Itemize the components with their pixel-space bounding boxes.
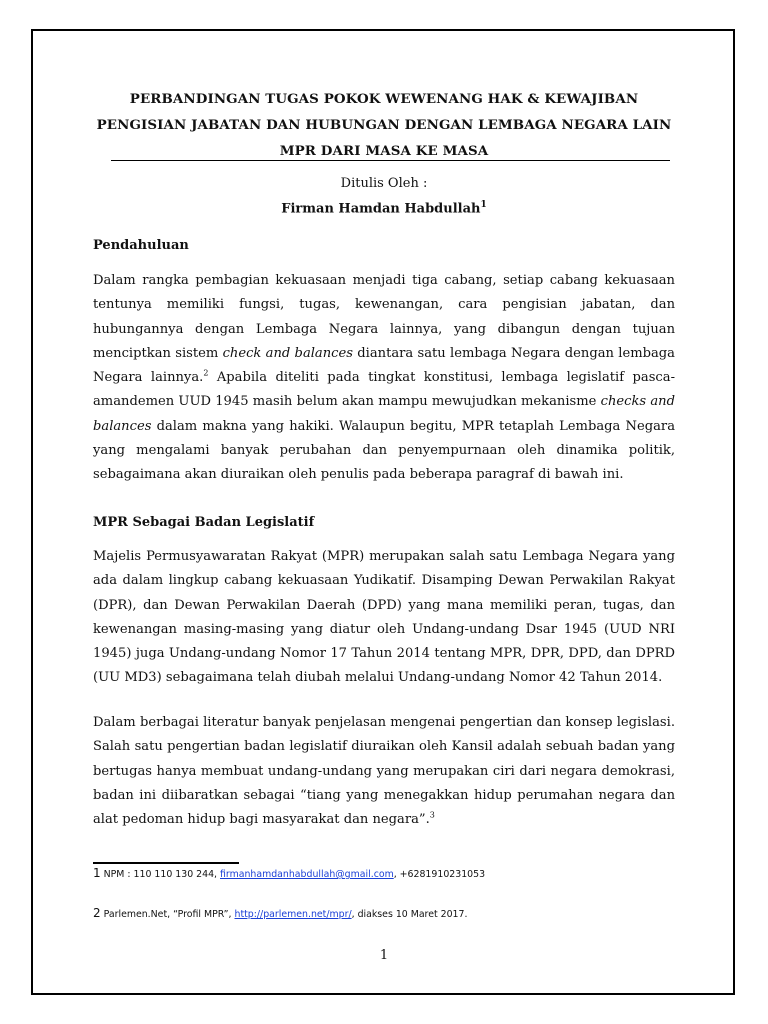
title-line-3: MPR DARI MASA KE MASA (279, 143, 489, 159)
footnote-2-pre: Parlemen.Net, “Profil MPR”, (103, 909, 235, 920)
title-line-1: PERBANDINGAN TUGAS POKOK WEWENANG HAK & KEWAJIBAN (129, 91, 639, 107)
author-name-text: Firman Hamdan Habdullah (281, 201, 481, 217)
footnote-ref-3: 3 (429, 810, 435, 820)
footnote-2-url-link[interactable]: http://parlemen.net/mpr/ (234, 909, 352, 920)
footnote-1-number: 1 (93, 866, 101, 880)
paragraph-intro (93, 269, 675, 488)
paragraph-intro-italic-1: check and balances (222, 345, 353, 361)
page-number: 1 (379, 948, 389, 963)
footnote-separator (93, 862, 239, 864)
footnote-1-pre: NPM : 110 110 130 244, (103, 869, 220, 880)
written-by-label: Ditulis Oleh : (340, 176, 428, 191)
footnote-2-number: 2 (93, 906, 101, 920)
footnote-1-email-link[interactable]: firmanhamdanhabdullah@gmail.com (220, 869, 394, 880)
paragraph-mpr-2-text: Dalam berbagai literatur banyak penjelasan mengenai pengertian dan konsep legislasi. Salah satu pengertian badan legislatif diuraikan oleh Kansil adalah sebuah badan yang bertugas hanya membuat undang-undang yang merupakan ciri dari negara demokrasi, badan ini diibaratkan sebagai “tiang yang menegakkan hidup perumahan negara dan alat pedoman hidup bagi masyarakat dan negara”. (93, 715, 675, 828)
paragraph-mpr-1: Majelis Permusyawaratan Rakyat (MPR) merupakan salah satu Lembaga Negara yang ada dalam lingkup cabang kekuasaan Yudikatif. Disamping Dewan Perwakilan Rakyat (DPR), dan Dewan Perwakilan Daerah (DPD) yang mana memiliki peran, tugas, dan kewenangan masing-masing yang diatur oleh Undang-undang Dsar 1945 (UUD NRI 1945) juga Undang-undang Nomor 17 Tahun 2014 tentang MPR, DPR, DPD, dan DPRD (UU MD3) sebagaimana telah diubah melalui Undang-undang Nomor 42 Tahun 2014. (93, 549, 675, 686)
author-name (0, 200, 768, 216)
paragraph-intro-part-f: dalam makna yang hakiki. Walaupun begitu, MPR tetaplah Lembaga Negara yang mengalami banyak perubahan dan penyempurnaan oleh dinamika politik, sebagaimana akan diuraikan oleh penulis pada beberapa paragraf di bawah ini. (93, 418, 675, 483)
page-border (31, 29, 735, 995)
title-line-2: PENGISIAN JABATAN DAN HUBUNGAN DENGAN LEMBAGA NEGARA LAIN (96, 117, 672, 133)
footnote-1 (93, 866, 693, 880)
paragraph-mpr-2 (93, 711, 675, 832)
document-title (93, 86, 675, 164)
title-divider (111, 160, 670, 161)
paragraph-intro-part-d: Apabila diteliti pada tingkat konstitusi, lembaga legislatif pasca-amandemen UUD 1945 masih belum akan mampu mewujudkan mekanisme (93, 370, 675, 410)
footnote-2-post: , diakses 10 Maret 2017. (351, 909, 468, 920)
paragraph-intro-part-a: Dalam rangka pembagian kekuasaan menjadi tiga cabang, setiap cabang kekuasaan tentunya memiliki fungsi, tugas, kewenangan, cara pengisian jabatan, dan hubungannya dengan Lembaga Negara lainnya, yang dibangun dengan tujuan menciptkan sistem (93, 273, 675, 361)
paragraph-intro-part-c: diantara satu lembaga Negara dengan lembaga Negara lainnya. (93, 345, 675, 386)
footnote-ref-2: 2 (203, 368, 209, 378)
paragraph-intro-italic-2: checks and balances (93, 394, 675, 434)
section-heading-mpr: MPR Sebagai Badan Legislatif (93, 515, 315, 530)
section-heading-pendahuluan: Pendahuluan (93, 238, 189, 253)
author-footnote-ref: 1 (480, 200, 487, 210)
footnote-2 (93, 906, 693, 920)
footnote-1-post: , +6281910231053 (393, 869, 486, 880)
